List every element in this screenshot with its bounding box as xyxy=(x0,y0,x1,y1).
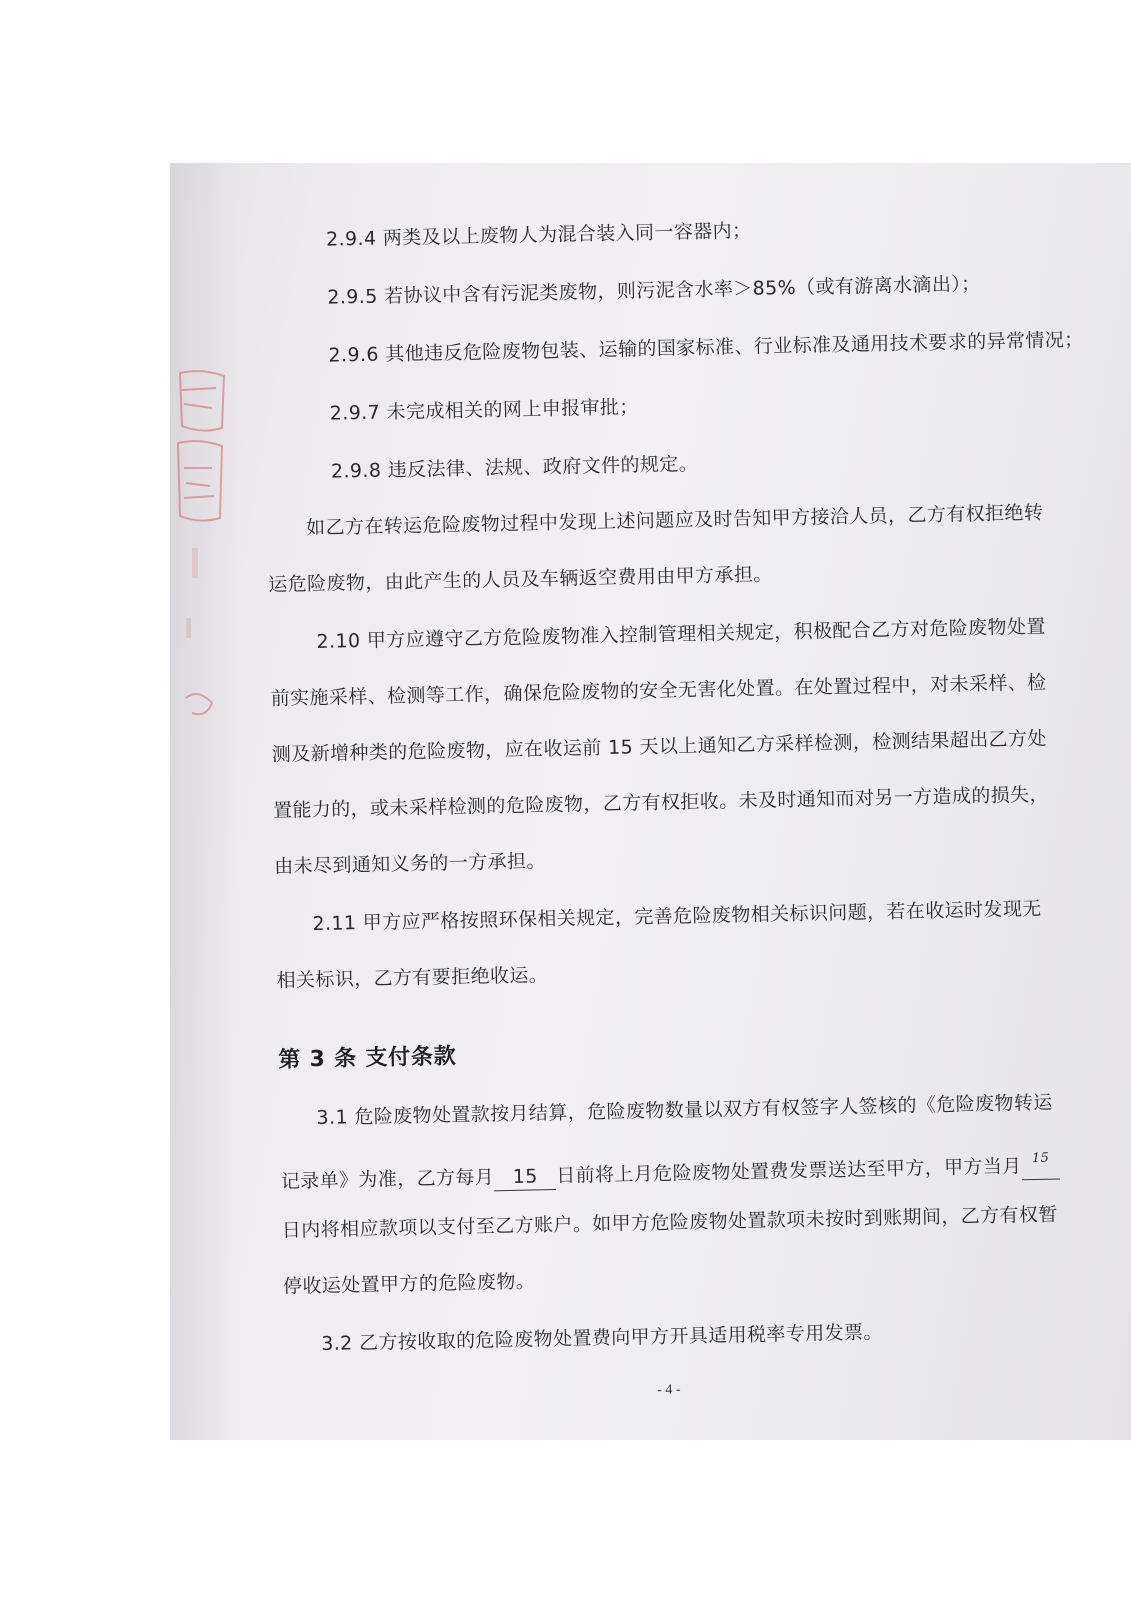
clause-2-10-line-1: 2.10 甲方应遵守乙方危险废物准入控制管理相关规定，积极配合乙方对危险废物处置 xyxy=(316,615,1046,653)
clause-2-9-8: 2.9.8 违反法律、法规、政府文件的规定。 xyxy=(330,452,699,483)
clause-3-1-line-2 xyxy=(280,1146,1060,1196)
clause-2-9-7: 2.9.7 未完成相关的网上申报审批； xyxy=(329,396,639,425)
clause-2-10-line-3: 测及新增种类的危险废物，应在收运前 15 天以上通知乙方采样检测，检测结果超出乙方处 xyxy=(271,727,1048,766)
page-content xyxy=(170,163,1131,1440)
clause-2-11-line-2: 相关标识，乙方有要拒绝收运。 xyxy=(276,964,549,992)
refusal-paragraph-line-1: 如乙方在转运危险废物过程中发现上述问题应及时告知甲方接洽人员，乙方有权拒绝转 xyxy=(305,501,1044,540)
clause-3-1-line-2-mid: 日前将上月危险废物处置费发票送达至甲方，甲方当月 xyxy=(555,1155,1022,1188)
clause-2-11-line-1: 2.11 甲方应严格按照环保相关规定，完善危险废物相关标识问题，若在收运时发现无 xyxy=(312,897,1042,936)
clause-3-1-line-1: 3.1 危险废物处置款按月结算，危险废物数量以双方有权签字人签核的《危险废物转运 xyxy=(316,1091,1053,1130)
refusal-paragraph-line-2: 运危险废物，由此产生的人员及车辆返空费用由甲方承担。 xyxy=(268,563,773,596)
invoice-day-field: 15 xyxy=(494,1163,557,1191)
document-photo xyxy=(170,163,1131,1440)
clause-2-10-line-4: 置能力的，或未采样检测的危险废物，乙方有权拒收。未及时通知而对另一方造成的损失， xyxy=(272,783,1050,822)
clause-3-1-line-2-prefix: 记录单》为准，乙方每月 xyxy=(280,1166,495,1193)
clause-2-10-line-2: 前实施采样、检测等工作，确保危险废物的安全无害化处置。在处置过程中，对未采样、检 xyxy=(270,671,1047,710)
payment-days-field xyxy=(1021,1146,1060,1181)
section-title-payment-terms: 第 3 条 支付条款 xyxy=(278,1044,457,1073)
clause-2-10-line-5: 由未尽到通知义务的一方承担。 xyxy=(274,850,547,878)
clause-2-9-6: 2.9.6 其他违反危险废物包装、运输的国家标准、行业标准及通用技术要求的异常情况； xyxy=(328,328,1084,367)
payment-days-handwritten: 15 xyxy=(1031,1150,1050,1167)
clause-3-1-line-3: 日内将相应款项以支付至乙方账户。如甲方危险废物处置款项未按时到账期间，乙方有权暂 xyxy=(281,1203,1058,1242)
clause-3-1-line-4: 停收运处置甲方的危险废物。 xyxy=(282,1270,536,1298)
clause-2-9-5: 2.9.5 若协议中含有污泥类废物，则污泥含水率＞85%（或有游离水滴出）； xyxy=(327,272,981,309)
clause-2-9-4: 2.9.4 两类及以上废物人为混合装入同一容器内； xyxy=(325,219,752,251)
page-number: - 4 - xyxy=(657,1382,681,1398)
clause-3-2: 3.2 乙方按收取的危险废物处置费向甲方开具适用税率专用发票。 xyxy=(321,1321,884,1356)
